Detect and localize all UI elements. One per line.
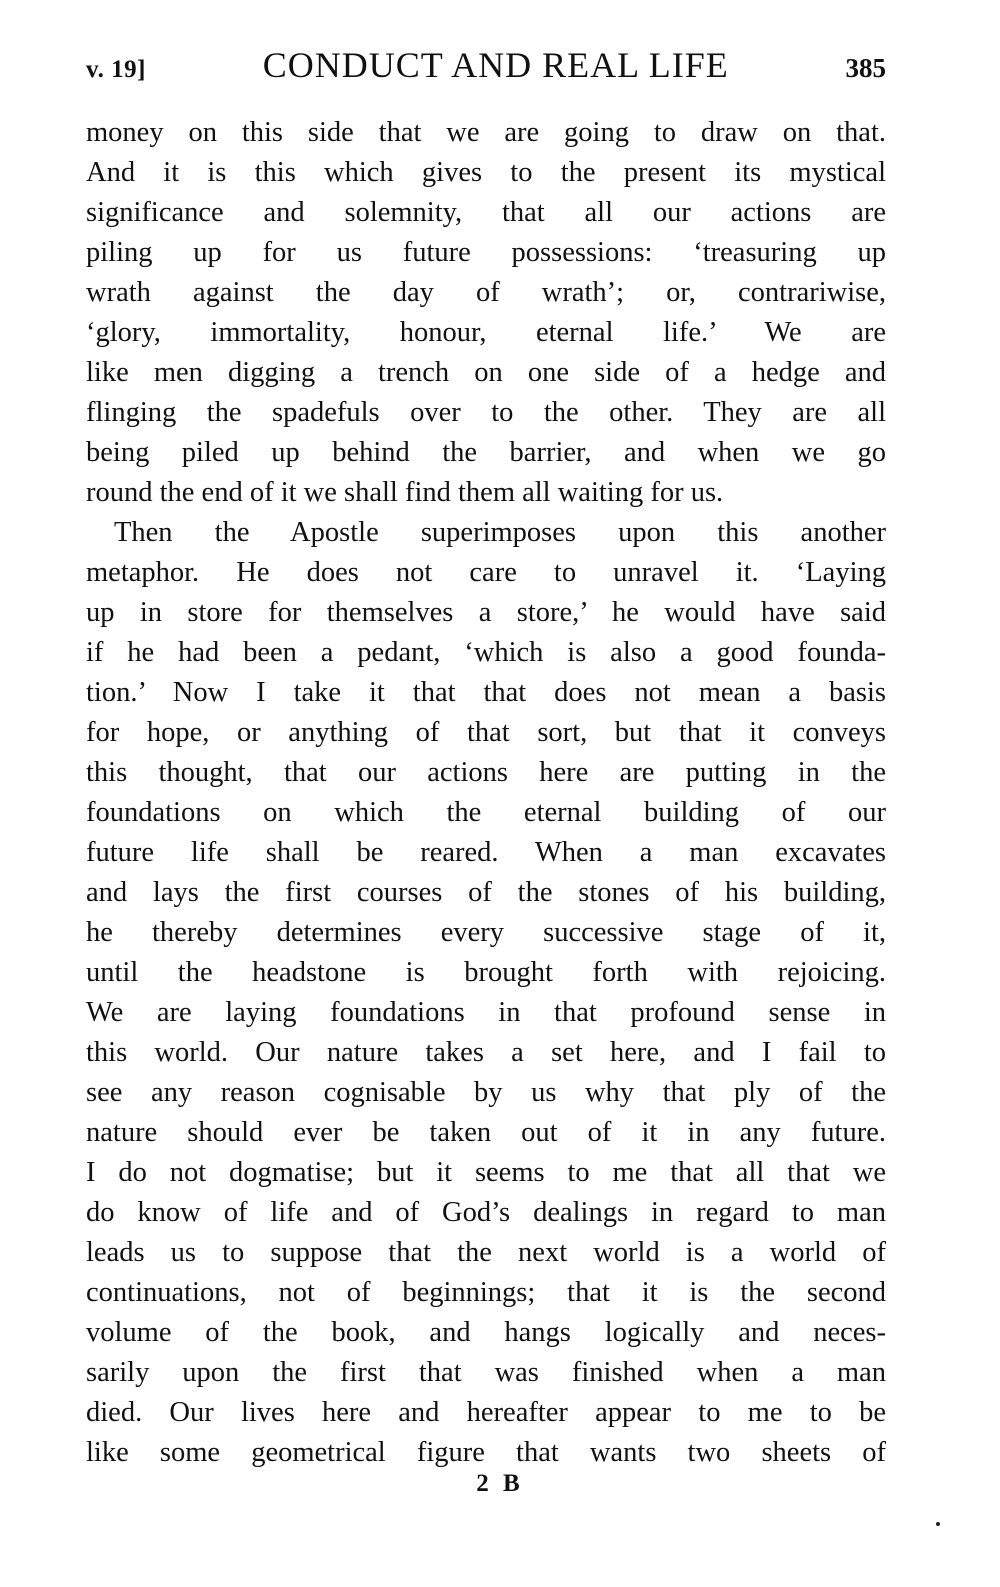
- page-number: 385: [845, 53, 886, 83]
- text-line: for hope, or anything of that sort, but that it conveys: [86, 717, 886, 748]
- text-line: flinging the spadefuls over to the other. They are all: [86, 397, 886, 428]
- text-line: being piled up behind the barrier, and when we go: [86, 437, 886, 468]
- text-line: if he had been a pedant, ‘which is also a good founda-: [86, 637, 886, 668]
- text-line: piling up for us future possessions: ‘treasuring up: [86, 237, 886, 268]
- text-line: like men digging a trench on one side of a hedge and: [86, 357, 886, 388]
- text-line: Then the Apostle superimposes upon this another: [114, 517, 886, 548]
- text-line: nature should ever be taken out of it in any future.: [86, 1117, 886, 1148]
- text-line: like some geometrical figure that wants two sheets of: [86, 1437, 886, 1468]
- text-line: he thereby determines every successive stage of it,: [86, 917, 886, 948]
- text-line: see any reason cognisable by us why that ply of the: [86, 1077, 886, 1108]
- text-line: money on this side that we are going to draw on that.: [86, 117, 886, 148]
- text-line: died. Our lives here and hereafter appear to me to be: [86, 1397, 886, 1428]
- text-line: continuations, not of beginnings; that it is the second: [86, 1277, 886, 1308]
- text-line: wrath against the day of wrath’; or, contrariwise,: [86, 277, 886, 308]
- text-line: future life shall be reared. When a man excavates: [86, 837, 886, 868]
- text-line: and lays the first courses of the stones of his building,: [86, 877, 886, 908]
- text-line: leads us to suppose that the next world is a world of: [86, 1237, 886, 1268]
- text-line: until the headstone is brought forth with rejoicing.: [86, 957, 886, 988]
- text-line: this world. Our nature takes a set here, and I fail to: [86, 1037, 886, 1068]
- text-line: foundations on which the eternal building of our: [86, 797, 886, 828]
- text-line: And it is this which gives to the present its mystical: [86, 157, 886, 188]
- text-line: round the end of it we shall find them all waiting for us.: [86, 477, 724, 508]
- signature-mark: 2 B: [476, 1470, 524, 1497]
- text-line: sarily upon the first that was finished when a man: [86, 1357, 886, 1388]
- body-text: [86, 113, 886, 1473]
- text-line: tion.’ Now I take it that that does not mean a basis: [86, 677, 886, 708]
- text-line: We are laying foundations in that profound sense in: [86, 997, 886, 1028]
- text-line: do know of life and of God’s dealings in regard to man: [86, 1197, 886, 1228]
- stray-dot: [936, 1522, 940, 1526]
- text-line: up in store for themselves a store,’ he would have said: [86, 597, 886, 628]
- text-line: I do not dogmatise; but it seems to me that all that we: [86, 1157, 886, 1188]
- text-line: ‘glory, immortality, honour, eternal life.’ We are: [86, 317, 886, 348]
- running-title: CONDUCT AND REAL LIFE: [262, 45, 729, 85]
- text-line: significance and solemnity, that all our actions are: [86, 197, 886, 228]
- chapter-verse-ref: v. 19]: [86, 56, 146, 83]
- running-header: [86, 44, 886, 92]
- text-line: volume of the book, and hangs logically and neces-: [86, 1317, 886, 1348]
- text-line: this thought, that our actions here are putting in the: [86, 757, 886, 788]
- text-line: metaphor. He does not care to unravel it. ‘Laying: [86, 557, 886, 588]
